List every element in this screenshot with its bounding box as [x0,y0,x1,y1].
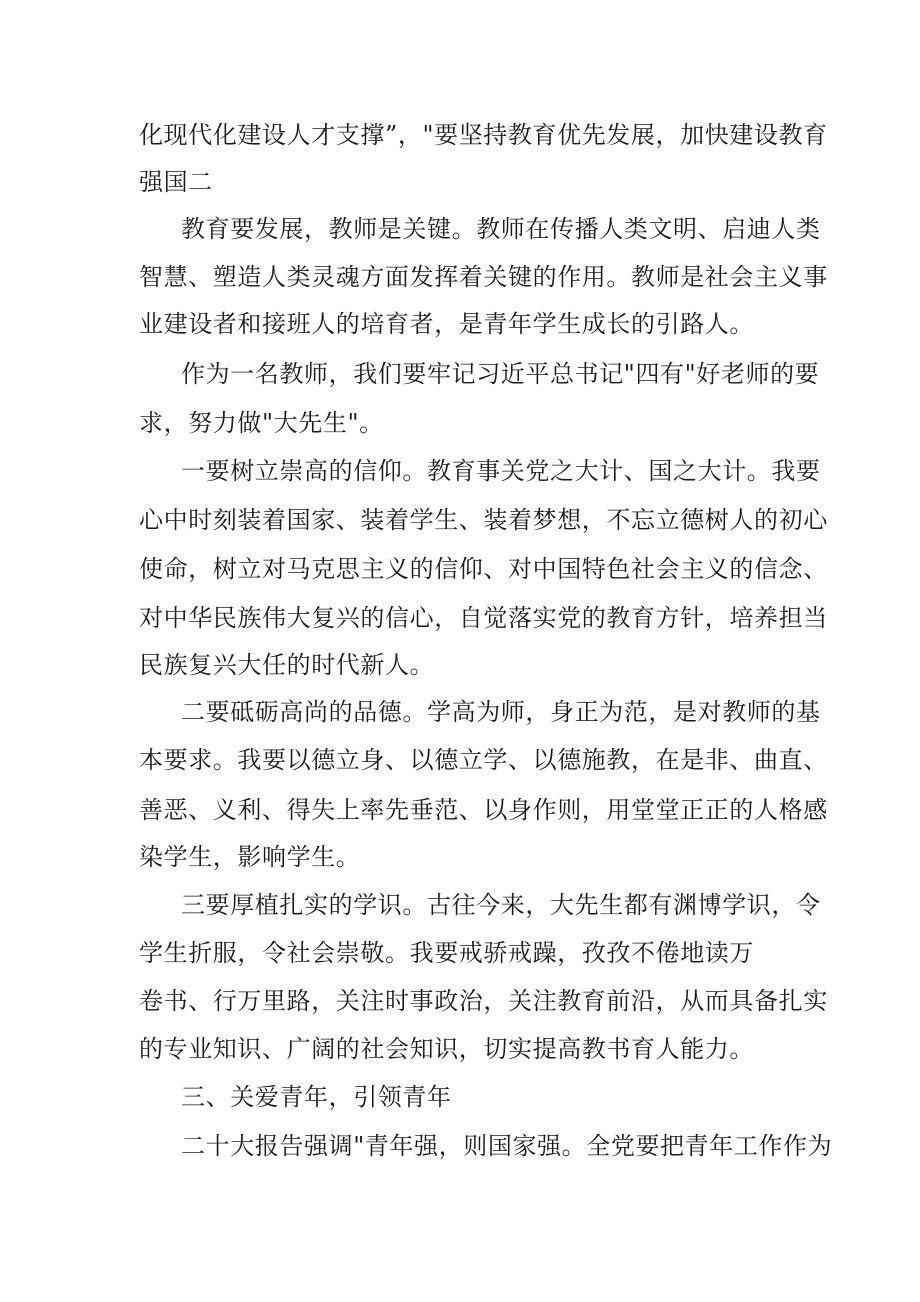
text-line: 善恶、义利、得失上率先垂范、以身作则，用堂堂正正的人格感 [139,796,828,824]
text-line: 对中华民族伟大复兴的信心，自觉落实党的教育方针，培养担当 [139,604,828,632]
text-line: 民族复兴大任的时代新人。 [139,651,435,679]
text-line: 求，努力做"大先生"。 [139,409,384,437]
text-line: 强国二 [139,168,213,196]
text-line: 智慧、塑造人类灵魂方面发挥着关键的作用。教师是社会主义事 [139,263,828,291]
section-heading: 三、关爱青年，引领青年 [181,1083,452,1111]
paragraph-start-line: 二要砥砺高尚的品德。学高为师，身正为范，是对教师的基 [181,698,821,726]
text-line: 卷书、行万里路，关注时事政治，关注教育前沿，从而具备扎实 [139,987,828,1015]
text-line: 心中时刻装着国家、装着学生、装着梦想，不忘立德树人的初心 [139,506,828,534]
text-line: 使命，树立对马克思主义的信仰、对中国特色社会主义的信念、 [139,555,828,583]
text-line: 本要求。我要以德立身、以德立学、以德施教，在是非、曲直、 [139,746,828,774]
paragraph-start-line: 作为一名教师，我们要牢记习近平总书记"四有"好老师的要 [181,360,820,388]
paragraph-start-line: 教育要发展，教师是关键。教师在传播人类文明、启迪人类 [181,215,821,243]
text-line: 化现代化建设人才支撑”，"要坚持教育优先发展，加快建设教育 [139,121,828,149]
text-line: 业建设者和接班人的培育者，是青年学生成长的引路人。 [139,310,754,338]
paragraph-start-line: 三要厚植扎实的学识。古往今来，大先生都有渊博学识，令 [181,891,821,919]
paragraph-start-line: 二十大报告强调"青年强，则国家强。全党要把青年工作作为 [181,1132,833,1160]
text-line: 染学生，影响学生。 [139,843,361,871]
text-line: 学生折服，令社会崇敬。我要戒骄戒躁，孜孜不倦地读万 [139,939,754,967]
text-line: 的专业知识、广阔的社会知识，切实提高教书育人能力。 [139,1035,754,1063]
paragraph-start-line: 一要树立崇高的信仰。教育事关党之大计、国之大计。我要 [181,457,821,485]
